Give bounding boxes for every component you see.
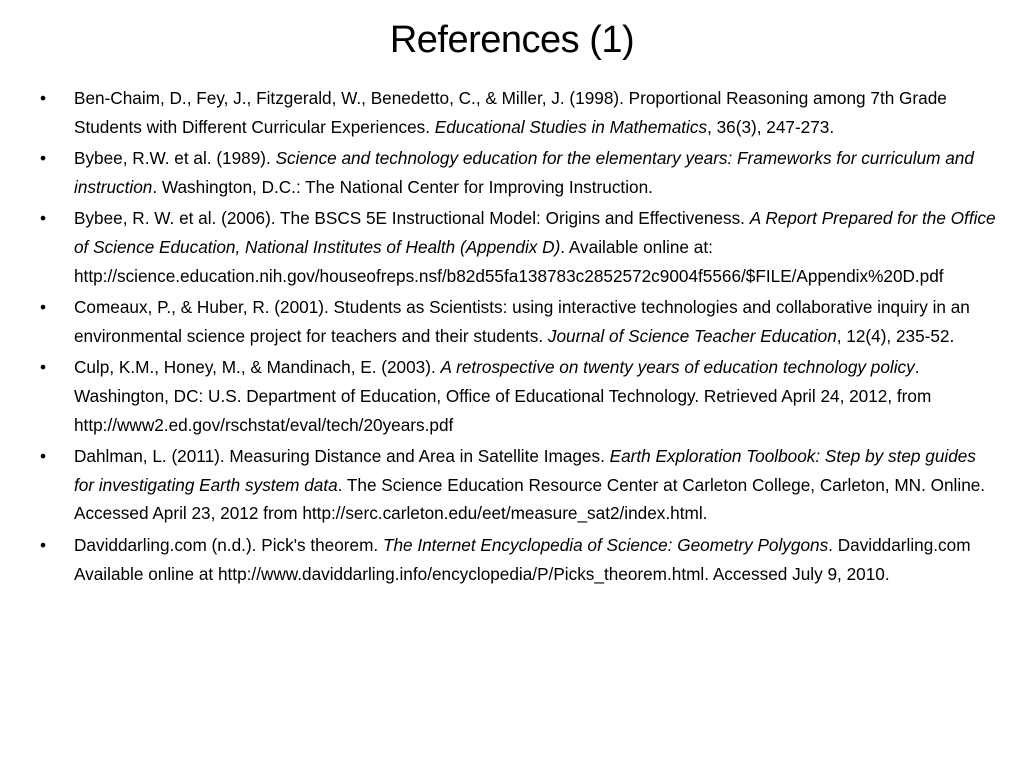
- reference-text: [74, 357, 931, 434]
- reference-list: [36, 84, 996, 591]
- reference-details: . The Science Education Resource Center at Carleton College, Carleton, MN. Online. Accessed April 23, 2012 from http://serc.carleton.edu/eet/measure_sat2/index.html.: [74, 474, 986, 524]
- reference-source: Earth Exploration Toolbook: Step by step guides for investigating Earth system data: [74, 446, 976, 495]
- reference-source: A retrospective on twenty years of education technology policy: [440, 357, 915, 378]
- reference-authors-title: Comeaux, P., & Huber, R. (2001). Students as Scientists: using interactive technologies and collaborative inquiry in an environmental science project for teachers and their students.: [74, 297, 970, 346]
- reference-text: [74, 535, 971, 584]
- slide-title: References (1): [389, 19, 635, 61]
- reference-text: [74, 297, 970, 346]
- bullet-icon: •: [39, 297, 47, 318]
- reference-source: The Internet Encyclopedia of Science: Geometry Polygons: [382, 534, 829, 555]
- reference-details: , 12(4), 235-52.: [836, 325, 955, 346]
- reference-item: [36, 442, 996, 528]
- reference-details: . Daviddarling.com Available online at http://www.daviddarling.info/encyclopedia/P/Picks_theorem.html. Accessed July 9, 2010.: [74, 534, 971, 584]
- bullet-icon: •: [39, 88, 47, 108]
- reference-source: Science and technology education for the elementary years: Frameworks for curriculum and instruction: [74, 148, 974, 197]
- reference-details: , 36(3), 247-273.: [707, 116, 835, 137]
- reference-details: . Available online at:: [560, 236, 713, 257]
- reference-item: [36, 84, 996, 141]
- reference-source: A Report Prepared for the Office of Science Education, National Institutes of Health (Appendix D): [74, 208, 996, 257]
- bullet-icon: •: [39, 357, 47, 378]
- reference-item: [36, 353, 996, 439]
- reference-source: Educational Studies in Mathematics: [434, 116, 708, 137]
- reference-item: [36, 144, 996, 201]
- reference-authors-title: Culp, K.M., Honey, M., & Mandinach, E. (2003).: [74, 357, 441, 378]
- reference-item: [36, 293, 996, 350]
- reference-source: Journal of Science Teacher Education: [547, 325, 837, 346]
- bullet-icon: •: [39, 148, 47, 169]
- reference-authors-title: Ben-Chaim, D., Fey, J., Fitzgerald, W., Benedetto, C., & Miller, J. (1998). Proportional Reasoning among 7th Grade Students with Different Curricular Experiences.: [74, 88, 947, 137]
- reference-authors-title: Bybee, R. W. et al. (2006). The BSCS 5E Instructional Model: Origins and Effectiveness.: [74, 208, 750, 229]
- reference-text: [74, 88, 947, 137]
- reference-details: . Washington, DC: U.S. Department of Education, Office of Educational Technology. Retrieved April 24, 2012, from http://www2.ed.gov/rschstat/eval/tech/20years.pdf: [74, 357, 932, 435]
- reference-text: [74, 208, 996, 285]
- bullet-icon: •: [39, 208, 47, 229]
- bullet-icon: •: [39, 446, 47, 467]
- reference-details: . Washington, D.C.: The National Center for Improving Instruction.: [152, 176, 653, 197]
- reference-item: [36, 531, 996, 588]
- reference-authors-title: Bybee, R.W. et al. (1989).: [74, 148, 276, 169]
- reference-url: http://science.education.nih.gov/houseofreps.nsf/b82d55fa138783c2852572c9004f5566/$FILE/Appendix%20D.pdf: [74, 265, 944, 286]
- bullet-icon: •: [39, 534, 47, 555]
- reference-item: [36, 204, 996, 290]
- reference-text: [74, 446, 985, 523]
- reference-authors-title: Daviddarling.com (n.d.). Pick's theorem.: [74, 534, 383, 555]
- reference-text: [74, 148, 974, 197]
- reference-authors-title: Dahlman, L. (2011). Measuring Distance and Area in Satellite Images.: [74, 446, 610, 467]
